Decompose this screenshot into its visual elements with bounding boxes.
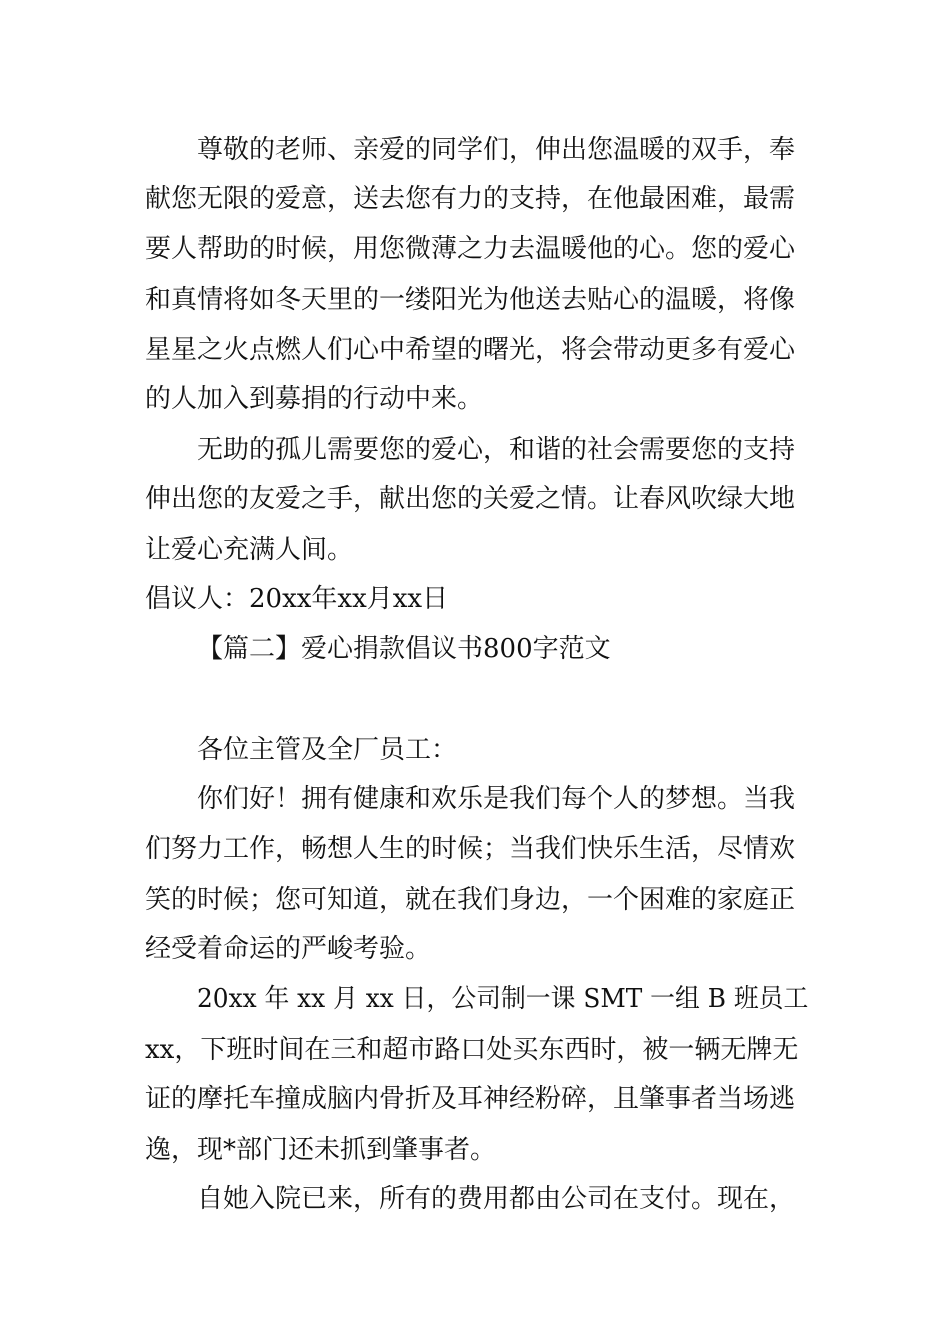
paragraph-2-line-3: 让爱心充满人间。 [145,535,354,565]
paragraph-4-line-4: 逸，现*部门还未抓到肇事者。 [145,1135,497,1165]
paragraph-2-line-2: 伸出您的友爱之手，献出您的关爱之情。让春风吹绿大地 [145,484,796,514]
paragraph-2-line-1: 无助的孤儿需要您的爱心，和谐的社会需要您的支持 [197,435,796,465]
paragraph-1-line-2: 献您无限的爱意，送去您有力的支持，在他最困难，最需 [145,184,796,214]
paragraph-4-line-1: 20xx 年 xx 月 xx 日，公司制一课 SMT 一组 B 班员工 [197,984,809,1014]
paragraph-3-line-2: 们努力工作，畅想人生的时候；当我们快乐生活，尽情欢 [145,834,796,864]
paragraph-3-line-1: 你们好！拥有健康和欢乐是我们每个人的梦想。当我 [197,784,796,814]
section-title: 【篇二】爱心捐款倡议书800字范文 [197,634,611,664]
greeting: 各位主管及全厂员工： [197,735,458,765]
signature-line: 倡议人：20xx年xx月xx日 [145,584,449,614]
paragraph-1-line-3: 要人帮助的时候，用您微薄之力去温暖他的心。您的爱心 [145,234,796,264]
paragraph-3-line-3: 笑的时候；您可知道，就在我们身边，一个困难的家庭正 [145,885,796,915]
paragraph-5-line-1: 自她入院已来，所有的费用都由公司在支付。现在， [197,1184,796,1214]
paragraph-1-line-5: 星星之火点燃人们心中希望的曙光，将会带动更多有爱心 [145,335,796,365]
paragraph-4-line-3: 证的摩托车撞成脑内骨折及耳神经粉碎，且肇事者当场逃 [145,1084,796,1114]
paragraph-3-line-4: 经受着命运的严峻考验。 [145,934,432,964]
paragraph-1-line-4: 和真情将如冬天里的一缕阳光为他送去贴心的温暖，将像 [145,285,796,315]
paragraph-4-line-2: xx，下班时间在三和超市路口处买东西时，被一辆无牌无 [145,1035,799,1065]
paragraph-1-line-1: 尊敬的老师、亲爱的同学们，伸出您温暖的双手，奉 [197,135,796,165]
paragraph-1-line-6: 的人加入到募捐的行动中来。 [145,384,484,414]
